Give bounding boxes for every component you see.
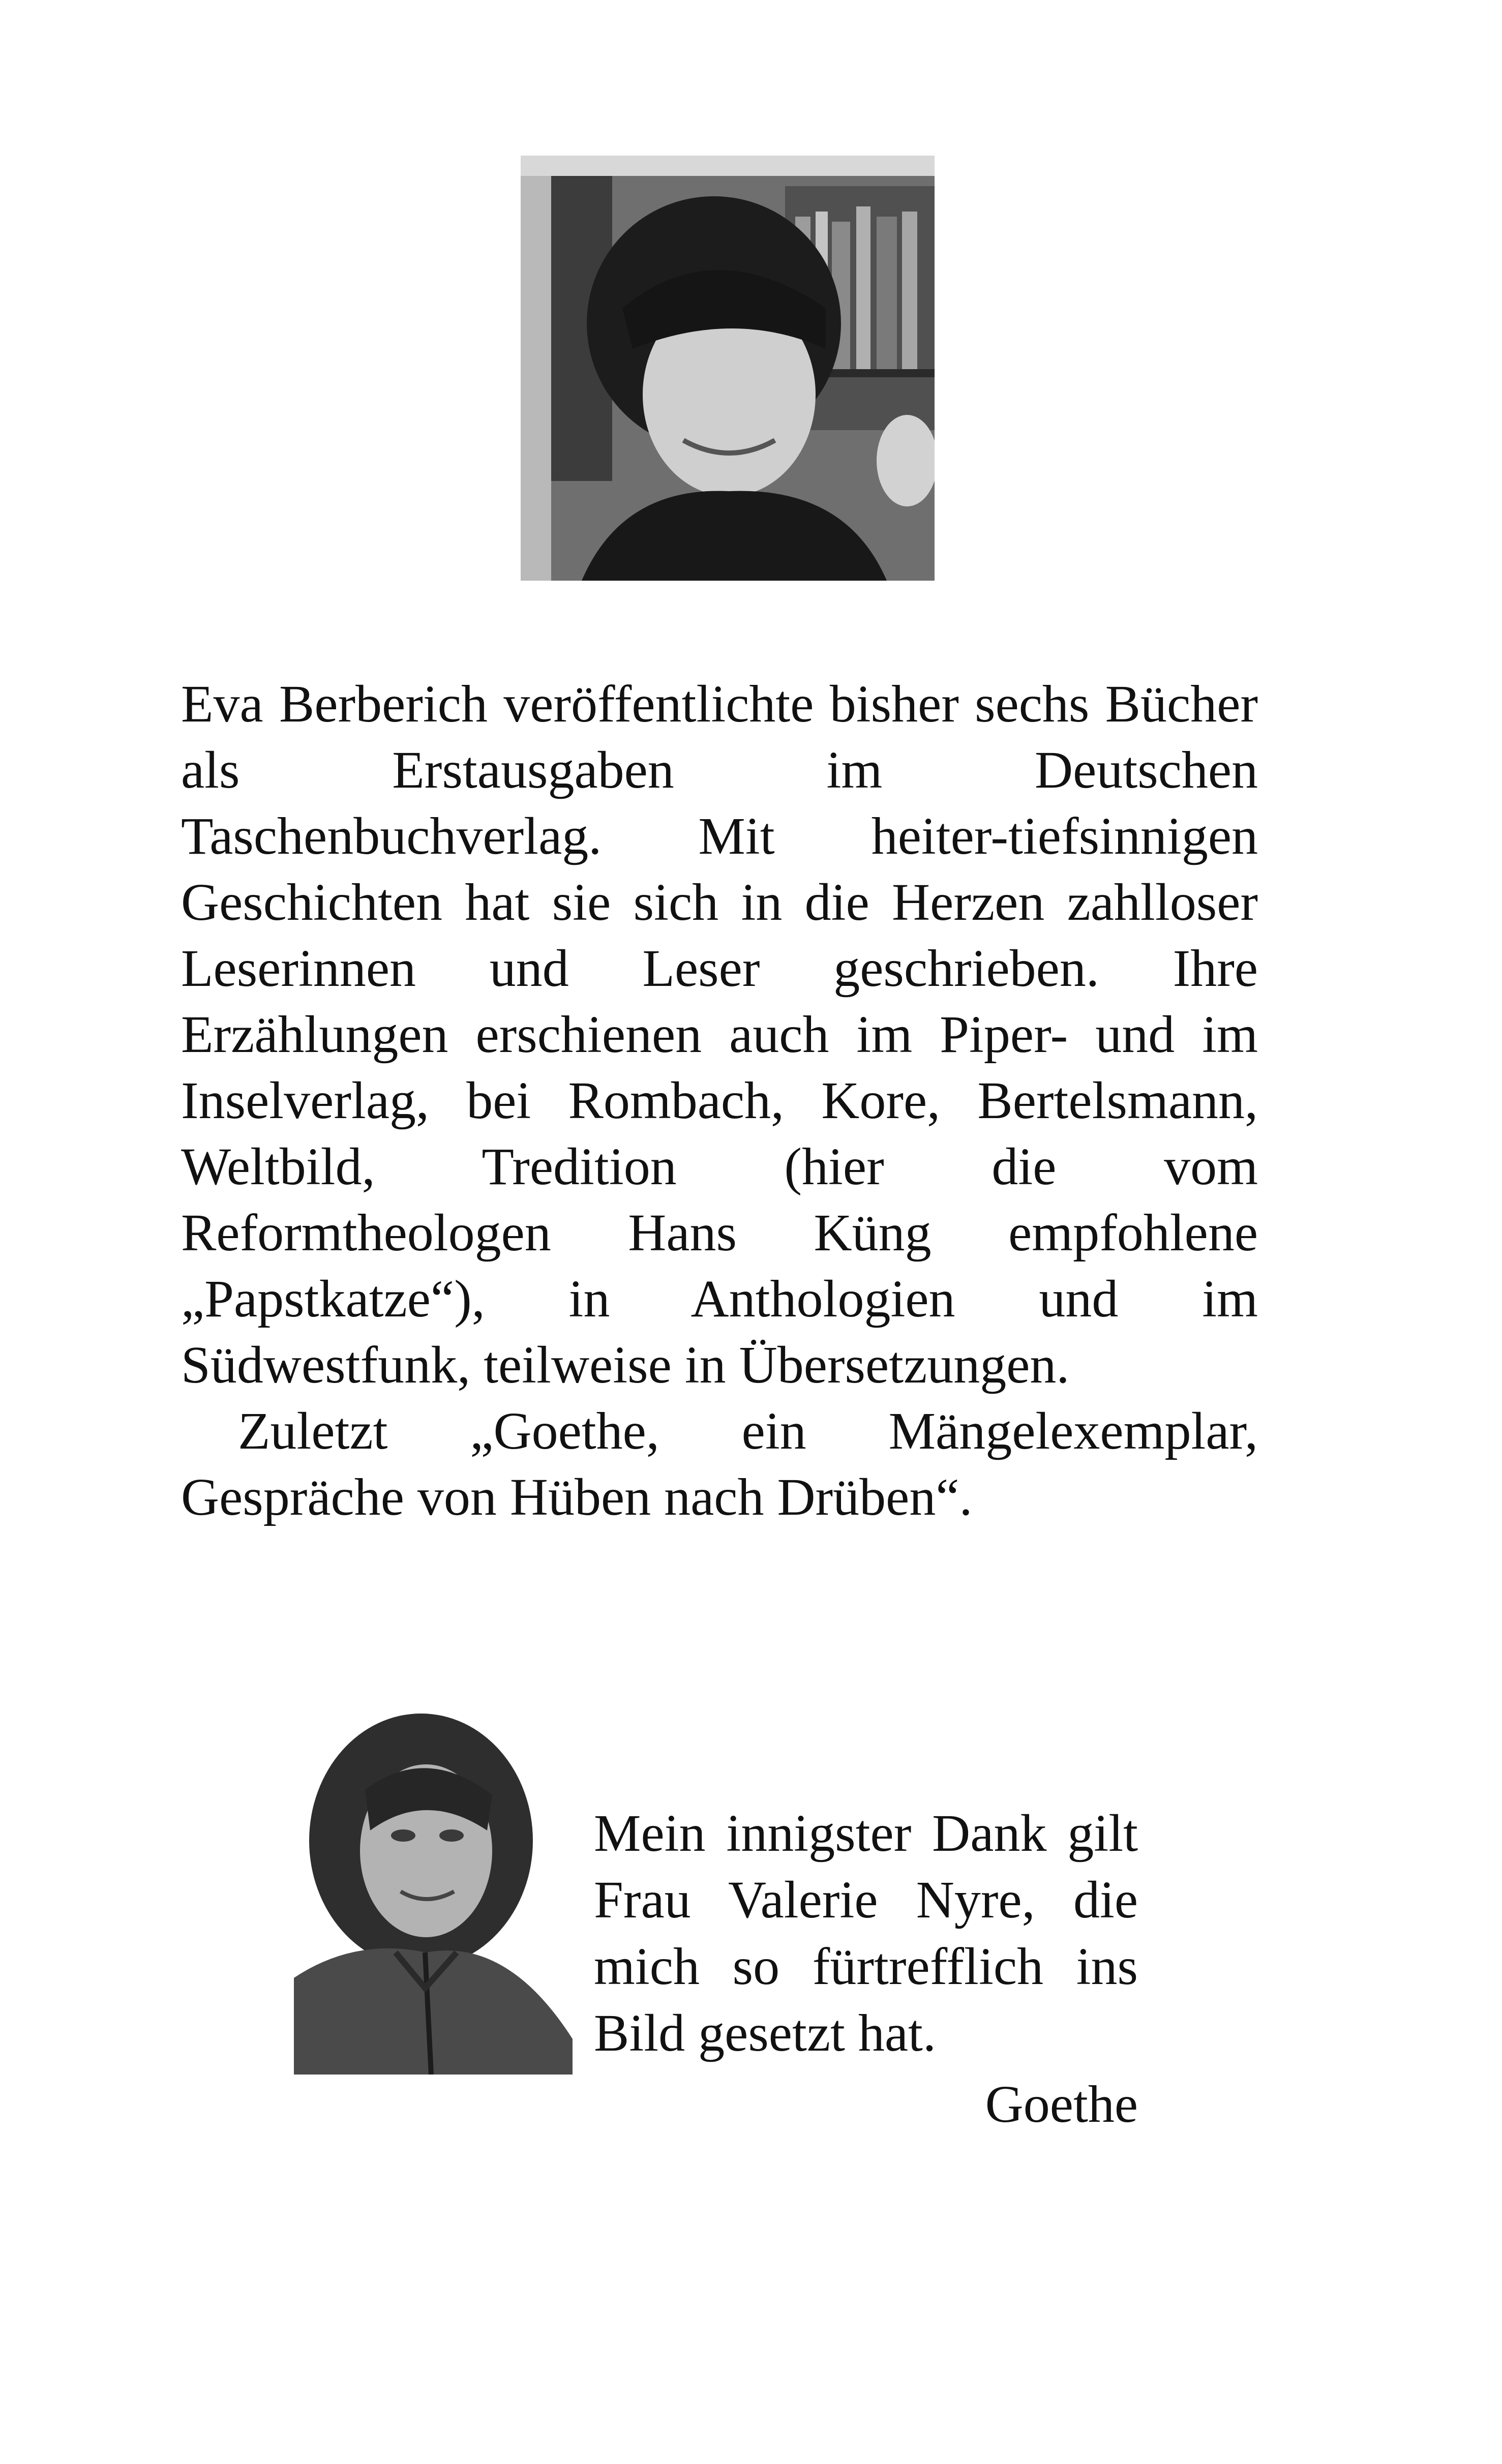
author-portrait-photo — [521, 156, 935, 581]
acknowledgement-signature: Goethe — [985, 2075, 1138, 2134]
biography-latest-work: Zuletzt „Goethe, ein Mängelexemplar, Gespräche von Hüben nach Drüben“. — [181, 1402, 1258, 1526]
acknowledgement-text: Mein innigster Dank gilt Frau Valerie Nyre, die mich so fürtrefflich ins Bild gesetzt hat. — [594, 1804, 1138, 2062]
biography-paragraph: Eva Berberich veröffentlichte bisher sechs Bücher als Erstausgaben im Deutschen Taschenbuchverlag. Mit heiter-tiefsinnigen Geschichten hat sie sich in die Herzen zahlloser Leserinnen und Leser geschrieben. Ihre Erzählungen erschienen auch im Piper- und im Inselverlag, bei Rombach, Kore, Bertelsmann, Weltbild, Tredition (hier die vom Reformtheologen Hans Küng empfohlene „Papstkatze“), in Anthologien und im Südwestfunk, teilweise in Übersetzungen. — [181, 675, 1258, 1394]
illustrator-portrait-photo — [294, 1714, 573, 2075]
author-biography — [181, 671, 1258, 1530]
